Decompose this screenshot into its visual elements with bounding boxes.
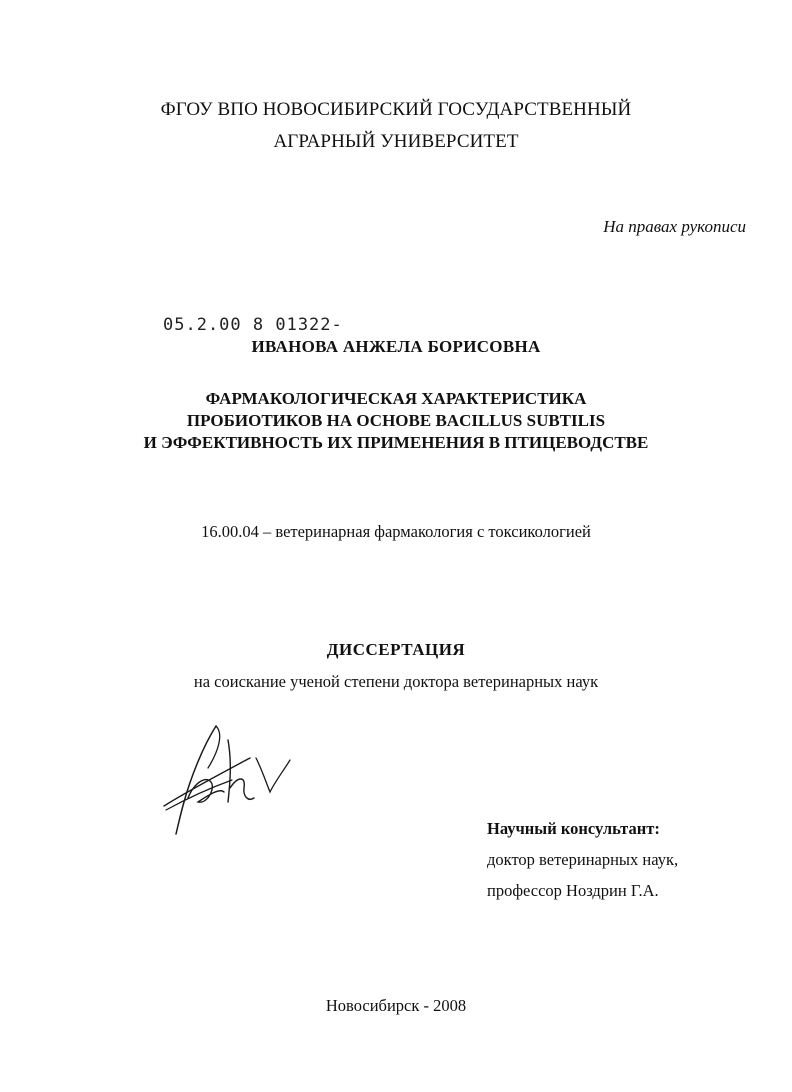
manuscript-rights-note: На правах рукописи xyxy=(603,217,746,236)
degree-sought: на соискание ученой степени доктора ветеринарных наук xyxy=(193,672,599,691)
institution-line-1: ФГОУ ВПО НОВОСИБИРСКИЙ ГОСУДАРСТВЕННЫЙ xyxy=(160,99,632,120)
title-line-1: ФАРМАКОЛОГИЧЕСКАЯ ХАРАКТЕРИСТИКА xyxy=(205,389,587,408)
scientific-consultant xyxy=(487,813,678,906)
institution-line-2: АГРАРНЫЙ УНИВЕРСИТЕТ xyxy=(273,131,519,152)
title-line-3: И ЭФФЕКТИВНОСТЬ ИХ ПРИМЕНЕНИЯ В ПТИЦЕВОДСТВЕ xyxy=(143,433,649,452)
registration-stamp-number: 05.2.00 8 01322- xyxy=(163,315,343,335)
consultant-degree: доктор ветеринарных наук, xyxy=(487,850,679,869)
author-name: ИВАНОВА АНЖЕЛА БОРИСОВНА xyxy=(251,337,541,356)
title-line-2: ПРОБИОТИКОВ НА ОСНОВЕ BACILLUS SUBTILIS xyxy=(186,411,606,430)
dissertation-title xyxy=(0,388,792,454)
specialty-code: 16.00.04 – ветеринарная фармакология с токсикологией xyxy=(201,522,591,541)
institution-header xyxy=(0,94,792,158)
handwritten-signature xyxy=(158,718,298,838)
consultant-heading: Научный консультант: xyxy=(487,819,660,838)
consultant-name: профессор Ноздрин Г.А. xyxy=(487,881,659,900)
place-and-year: Новосибирск - 2008 xyxy=(325,996,467,1015)
document-type: ДИССЕРТАЦИЯ xyxy=(326,640,466,659)
